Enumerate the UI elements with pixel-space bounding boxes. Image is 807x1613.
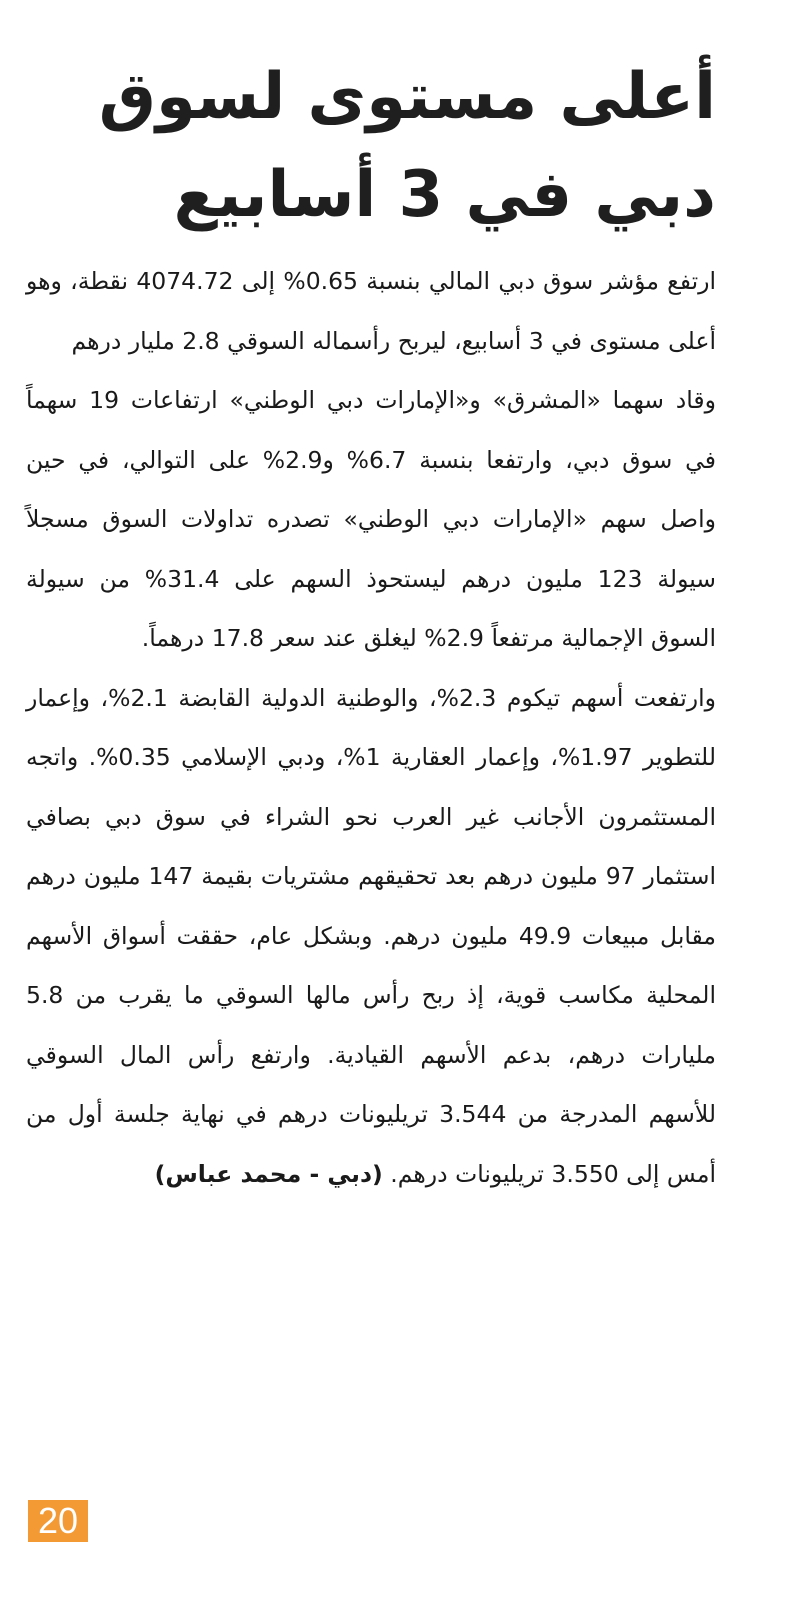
article [26, 0, 716, 1204]
headline-line-1: أعلى مستوى لسوق [98, 60, 716, 134]
paragraph-1: ارتفع مؤشر سوق دبي المالي بنسبة 0.65% إلى 4074.72 نقطة، وهو أعلى مستوى في 3 أسابيع، ليربح رأسماله السوقي 2.8 مليار درهم [26, 267, 716, 355]
headline-line-2: دبي في 3 أسابيع [173, 158, 716, 232]
paragraph-2: وقاد سهما «المشرق» و«الإمارات دبي الوطني» ارتفاعات 19 سهماً في سوق دبي، وارتفعا بنسبة 6.7% و2.9% على التوالي، في حين واصل سهم «الإمارات دبي الوطني» تصدره تداولات السوق مسجلاً سيولة 123 مليون درهم ليستحوذ السهم على 31.4% من سيولة السوق الإجمالية مرتفعاً 2.9% ليغلق عند سعر 17.8 درهماً. [26, 386, 716, 652]
headline [26, 48, 716, 244]
article-body [26, 252, 716, 1204]
paragraph-3-text: وارتفعت أسهم تيكوم 2.3%، والوطنية الدولية القابضة 2.1%، وإعمار للتطوير 1.97%، وإعمار العقارية 1%، ودبي الإسلامي 0.35%. واتجه المستثمرون الأجانب غير العرب نحو الشراء في سوق دبي بصافي استثمار 97 مليون درهم بعد تحقيقهم مشتريات بقيمة 147 مليون درهم مقابل مبيعات 49.9 مليون درهم. وبشكل عام، حققت أسواق الأسهم المحلية مكاسب قوية، إذ ربح رأس مالها السوقي ما يقرب من 5.8 مليارات درهم، بدعم الأسهم القيادية. وارتفع رأس المال السوقي للأسهم المدرجة من 3.544 تريليونات درهم في نهاية جلسة أول من أمس إلى 3.550 تريليونات درهم. [26, 683, 716, 1188]
paragraph-3 [26, 669, 716, 1205]
page-number-badge: 20 [28, 1500, 88, 1542]
byline: (دبي - محمد عباس) [154, 1159, 383, 1188]
